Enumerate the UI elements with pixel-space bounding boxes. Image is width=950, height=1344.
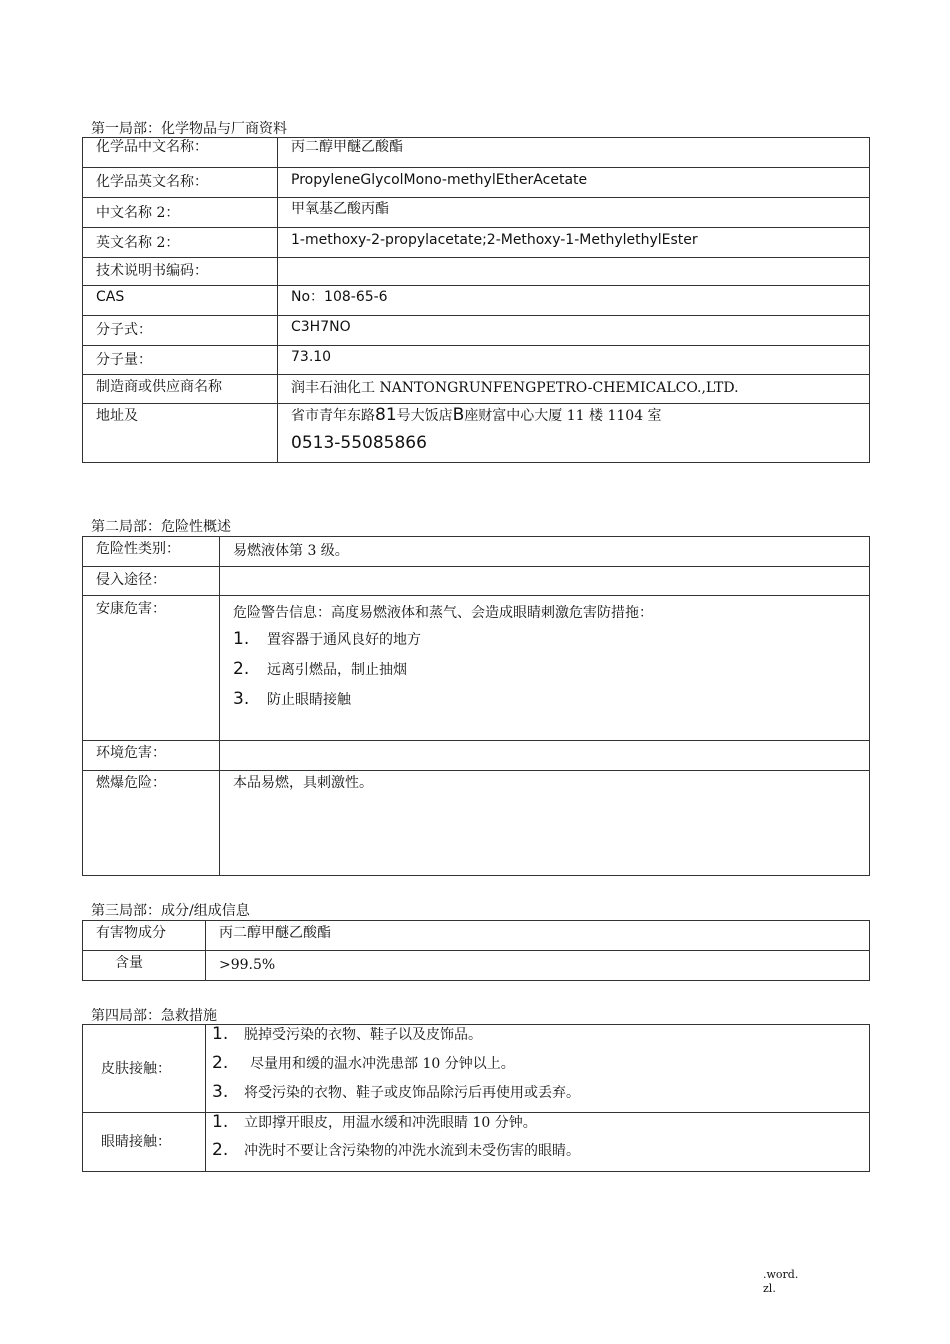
address-part: 座财富中心大厦 11 楼 1104 室 [464,408,662,424]
row-label: 分子量： [83,346,278,375]
table-row [83,375,870,404]
row-label: 制造商或供应商名称 [83,375,278,404]
row-value: 本品易燃，具刺激性。 [220,771,870,876]
list-number: 1. [233,629,250,649]
section-1-table [82,137,870,463]
table-row [83,168,870,198]
section-1-title: 第一局部：化学物品与厂商资料 [91,121,287,137]
row-label: 技术说明书编码： [83,258,278,286]
footer-line-2: zl. [763,1282,776,1295]
row-value: 甲氧基乙酸丙酯 [278,198,870,228]
section-3-table [82,920,870,981]
row-value [220,567,870,596]
list-item [212,1054,869,1083]
table-row [83,138,870,168]
list-number: 3. [212,1082,229,1102]
list-text: 冲洗时不要让含污染物的冲洗水流到未受伤害的眼睛。 [244,1143,580,1159]
table-row [83,567,870,596]
address-part: 省市青年东路 [291,408,375,424]
row-value: PropyleneGlycolMono-methylEtherAcetate [278,168,870,198]
table-row [83,198,870,228]
section-2-title: 第二局部：危险性概述 [91,519,231,535]
address-part: 号大饭店 [396,408,453,424]
row-value: 丙二醇甲醚乙酸酯 [206,921,870,951]
table-row [83,596,870,741]
list-text: 置容器于通风良好的地方 [267,632,421,648]
row-label: 英文名称 2： [83,228,278,258]
list-text: 防止眼睛接触 [267,692,351,708]
list-text: 尽量用和缓的温水冲洗患部 10 分钟以上。 [250,1056,515,1072]
table-row [83,921,870,951]
warning-text: 危险警告信息：高度易燃液体和蒸气、会造成眼睛刺激危害防措拖： [233,605,653,621]
row-label: 眼睛接触： [83,1113,206,1172]
row-label: 分子式： [83,316,278,346]
list-number: 1. [212,1112,229,1132]
table-row [83,741,870,771]
list-number: 2. [233,659,250,679]
section-3-title: 第三局部：成分/组成信息 [91,903,250,919]
list-item [212,1083,869,1112]
table-row [83,951,870,981]
footer-line-1: .word. [763,1268,799,1281]
list-item [212,1025,869,1054]
section-4-table [82,1024,870,1172]
row-value [220,741,870,771]
list-number: 2. [212,1053,229,1073]
address-line [291,406,869,432]
row-value [220,596,870,741]
address-part: 81 [375,405,397,425]
row-label: 含量 [83,951,206,981]
row-value [278,286,870,316]
phone-number: 0513-55085866 [291,433,427,453]
row-value: 1-methoxy-2-propylacetate;2-Methoxy-1-MethylethylEster [278,228,870,258]
cas-prefix: No： [291,289,325,305]
table-row [83,771,870,876]
list-text: 脱掉受污染的衣物、鞋子以及皮饰品。 [244,1027,482,1043]
list-text: 立即撑开眼皮，用温水缓和冲洗眼睛 10 分钟。 [244,1115,537,1131]
cas-number: 108-65-6 [324,289,388,305]
section-4-title: 第四局部：急救措施 [91,1008,217,1024]
table-row [83,537,870,567]
row-value: >99.5% [206,951,870,981]
list-item [233,690,869,720]
row-label: 环境危害： [83,741,220,771]
row-label: 侵入途径： [83,567,220,596]
list-number: 3. [233,689,250,709]
list-item [212,1113,869,1141]
list-text: 远离引燃品，制止抽烟 [267,662,407,678]
table-row [83,346,870,375]
row-value: 易燃液体第 3 级。 [220,537,870,567]
row-label: 安康危害： [83,596,220,741]
list-item [233,660,869,690]
row-value: 丙二醇甲醚乙酸酯 [278,138,870,168]
table-row [83,258,870,286]
row-value [278,258,870,286]
table-row [83,1025,870,1113]
table-row [83,316,870,346]
list-number: 1. [212,1024,229,1044]
section-2-table [82,536,870,876]
row-value [278,404,870,463]
table-row [83,228,870,258]
table-row [83,404,870,463]
list-item [233,630,869,660]
row-value [206,1025,870,1113]
row-label: 中文名称 2： [83,198,278,228]
row-label: 化学品中文名称： [83,138,278,168]
row-value: 73.10 [278,346,870,375]
list-item [212,1141,869,1169]
row-label: 地址及 [83,404,278,463]
list-number: 2. [212,1140,229,1160]
row-label: 皮肤接触： [83,1025,206,1113]
row-value: C3H7NO [278,316,870,346]
table-row [83,1113,870,1172]
row-value: 润丰石油化工 NANTONGRUNFENGPETRO-CHEMICALCO.,LTD. [278,375,870,404]
table-row [83,286,870,316]
row-value [206,1113,870,1172]
row-label: 化学品英文名称： [83,168,278,198]
list-text: 将受污染的衣物、鞋子或皮饰品除污后再使用或丢弃。 [244,1085,580,1101]
row-label: 危险性类别： [83,537,220,567]
row-label: 有害物成分 [83,921,206,951]
row-label: 燃爆危险： [83,771,220,876]
address-part: B [452,405,465,425]
row-label: CAS [83,286,278,316]
